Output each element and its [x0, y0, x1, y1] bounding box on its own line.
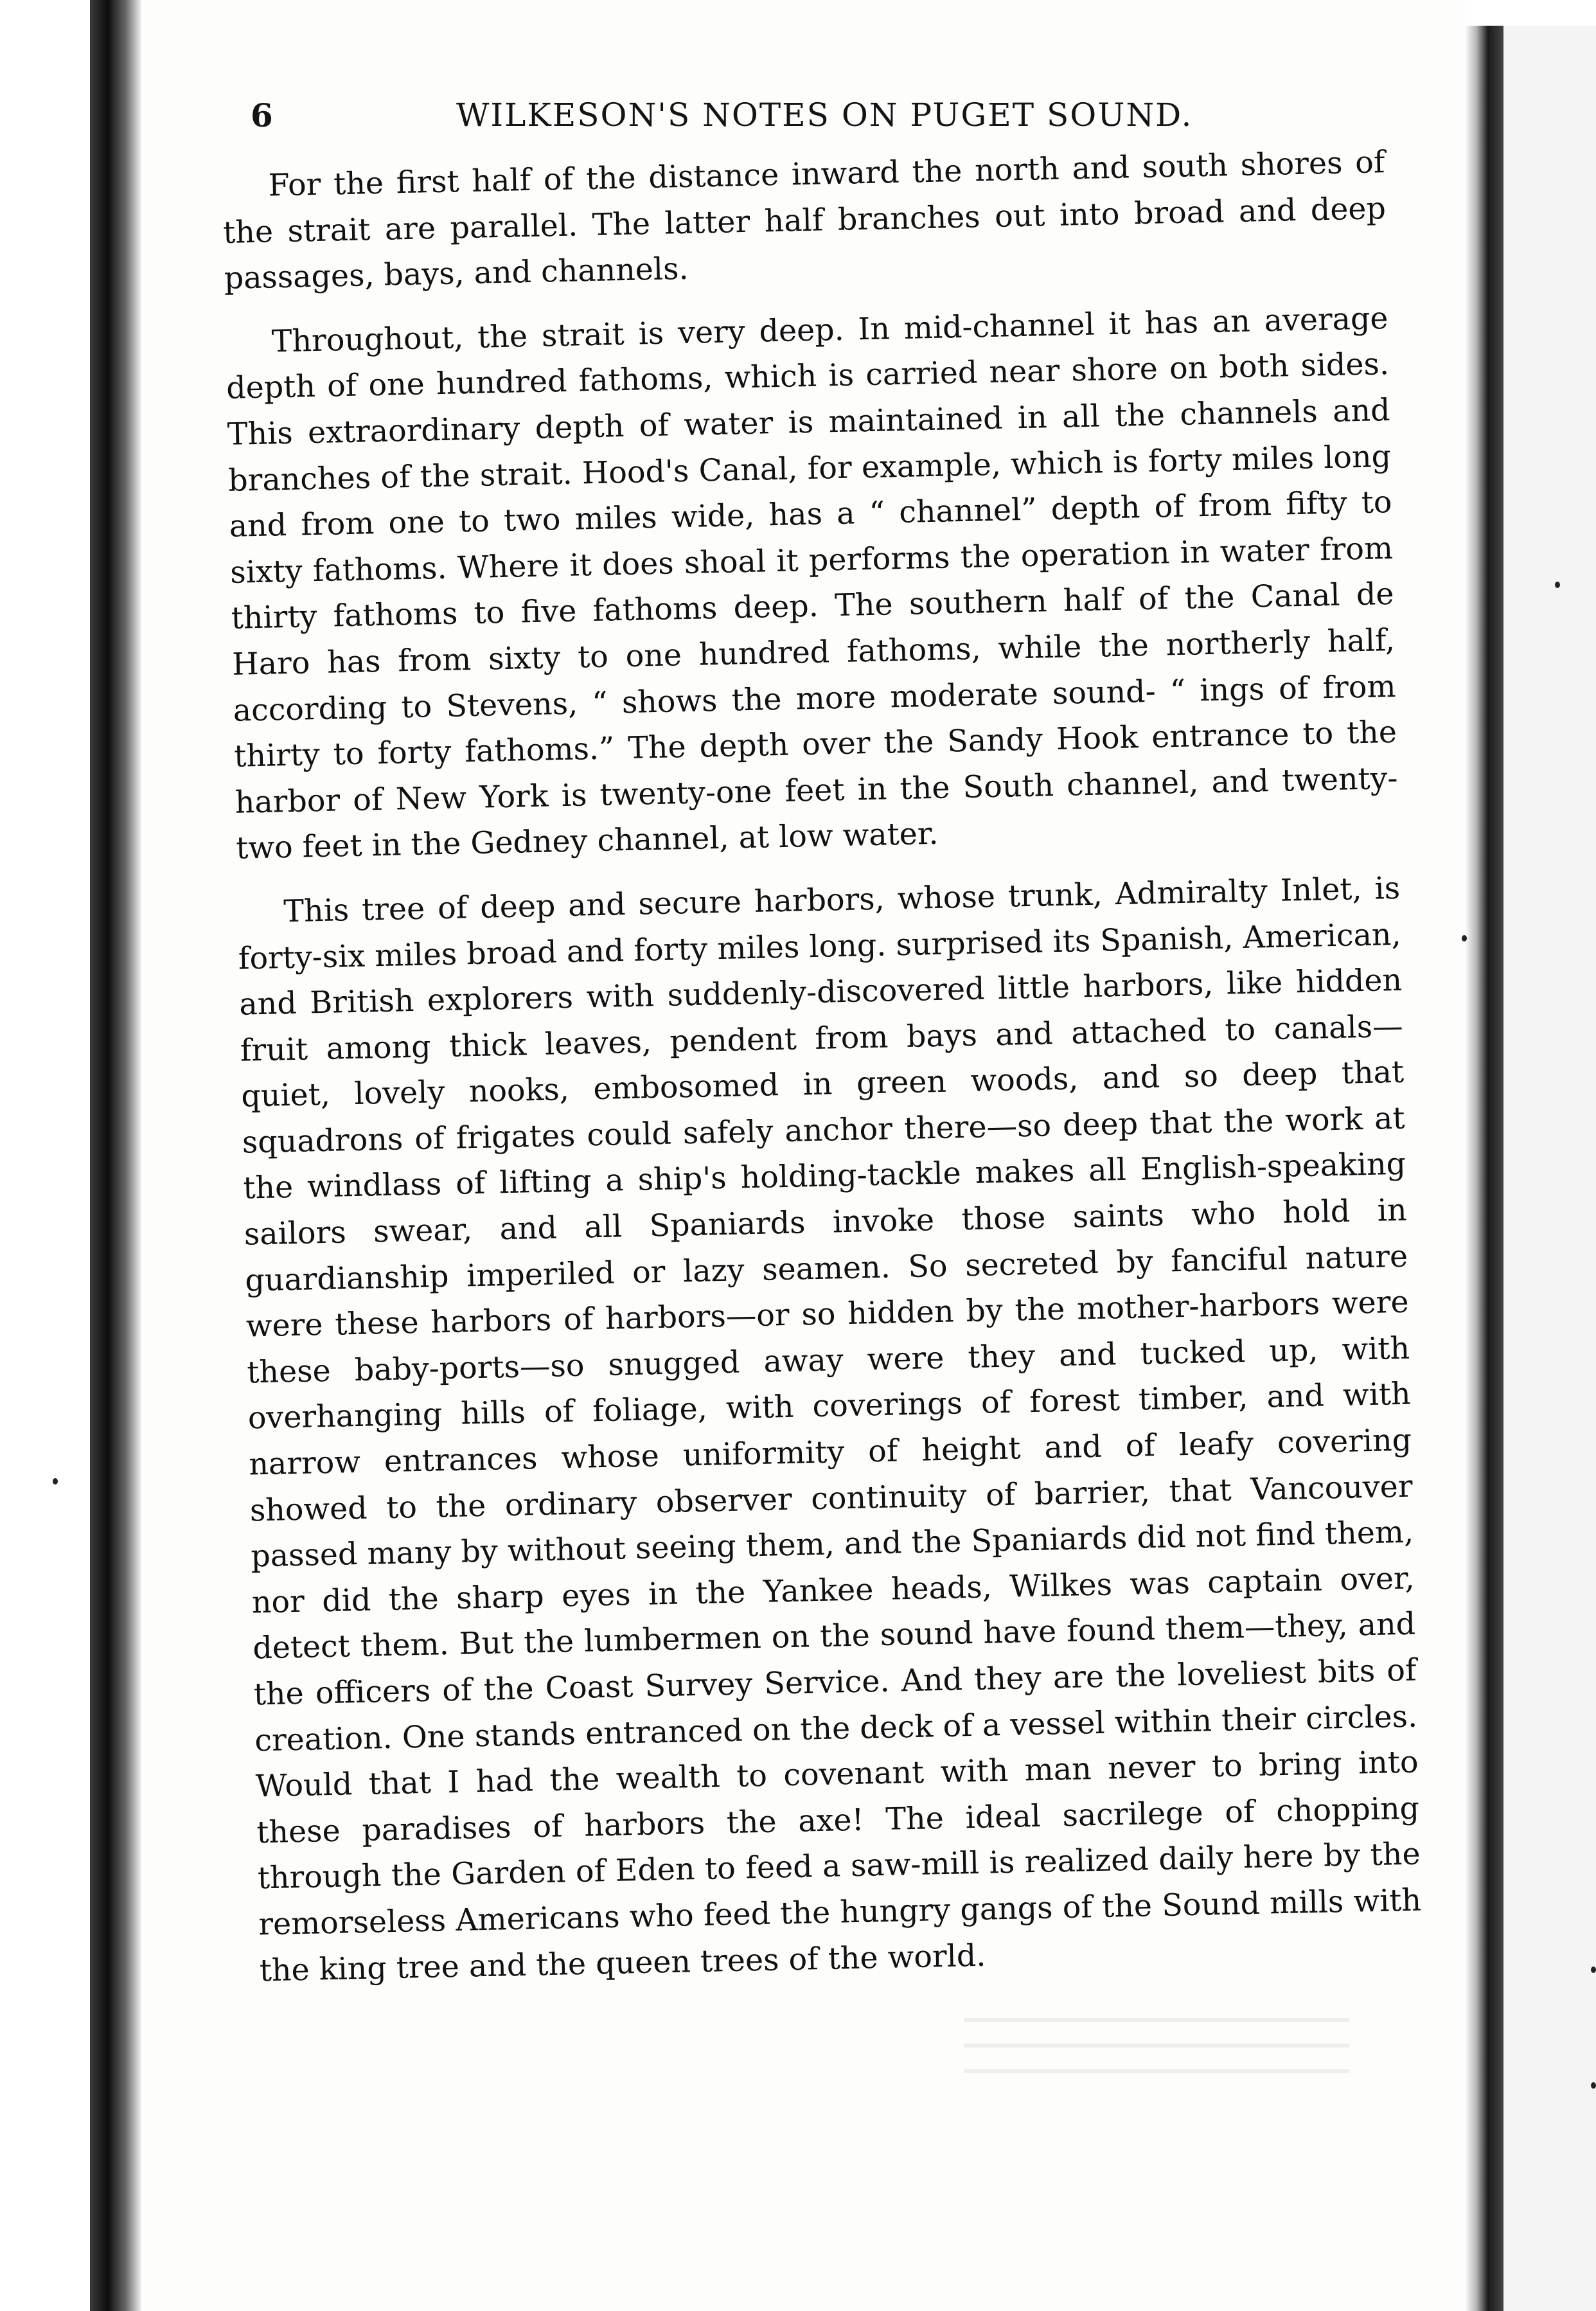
ink-speck	[1555, 582, 1560, 588]
page-header	[251, 96, 1298, 148]
paragraph-3: This tree of deep and secure harbors, whose trunk, Admiralty Inlet, is forty-six miles broad and forty miles long. surprised its Spanish, American, and British explorers with suddenly-discovered little harbors, like hidden fruit among thick leaves, pendent from bays and attached to canals—quiet, lovely nooks, embosomed in green woods, and so deep that squadrons of frigates could safely anchor there—so deep that the work at the windlass of lifting a ship's holding-tackle makes all English-speaking sailors swear, and all Spaniards invoke those saints who hold in guardianship imperiled or lazy seamen. So secreted by fanciful nature were these harbors of harbors—or so hidden by the mother-harbors were these baby-ports—so snugged away were they and tucked up, with overhanging hills of foliage, with coverings of forest timber, and with narrow entrances whose uniformity of height and of leafy covering showed to the ordinary observer continuity of barrier, that Vancouver passed many by without seeing them, and the Spaniards did not find them, nor did the sharp eyes in the Yankee heads, Wilkes was captain over, detect them. But the lumbermen on the sound have found them—they, and the officers of the Coast Survey Service. And they are the loveliest bits of creation. One stands entranced on the deck of a vessel within their circles. Would that I had the wealth to covenant with man never to bring into these paradises of harbors the axe! The ideal sacrilege of chopping through the Garden of Eden to feed a saw-mill is realized daily here by the remorseless Americans who feed the hungry gangs of the Sound mills with the king tree and the queen trees of the world.	[238, 870, 1422, 1988]
show-through-text	[964, 2018, 1349, 2095]
ink-speck	[1591, 1967, 1596, 1973]
ink-speck	[1591, 2082, 1596, 2089]
ink-speck	[1462, 935, 1467, 941]
paragraph-2: Throughout, the strait is very deep. In mid-channel it has an average depth of one hundred fathoms, which is carried near shore on both sides. This extraordinary depth of water is maintained in all the channels and branches of the strait. Hood's Canal, for example, which is forty miles long and from one to two miles wide, has a “ channel” depth of from fifty to sixty fathoms. Where it does shoal it performs the operation in water from thirty fathoms to five fathoms deep. The southern half of the Canal de Haro has from sixty to one hundred fathoms, while the northerly half, according to Stevens, “ shows the more moderate sound- “ ings of from thirty to forty fathoms.” The depth over the Sandy Hook entrance to the harbor of New York is twenty-one feet in the South channel, and twenty-two feet in the Gedney channel, at low water.	[226, 300, 1399, 867]
right-margin-background	[1503, 26, 1596, 2311]
page-body	[222, 139, 1423, 1994]
ink-speck	[53, 1478, 58, 1485]
running-head: WILKESON'S NOTES ON PUGET SOUND.	[456, 96, 1193, 134]
paragraph-1: For the first half of the distance inward the north and south shores of the strait are parallel. The latter half branches out into broad and deep passages, bays, and channels.	[222, 145, 1387, 297]
right-page-edge	[1465, 26, 1503, 2311]
page-number: 6	[251, 96, 274, 134]
left-binding-edge	[90, 0, 141, 2311]
